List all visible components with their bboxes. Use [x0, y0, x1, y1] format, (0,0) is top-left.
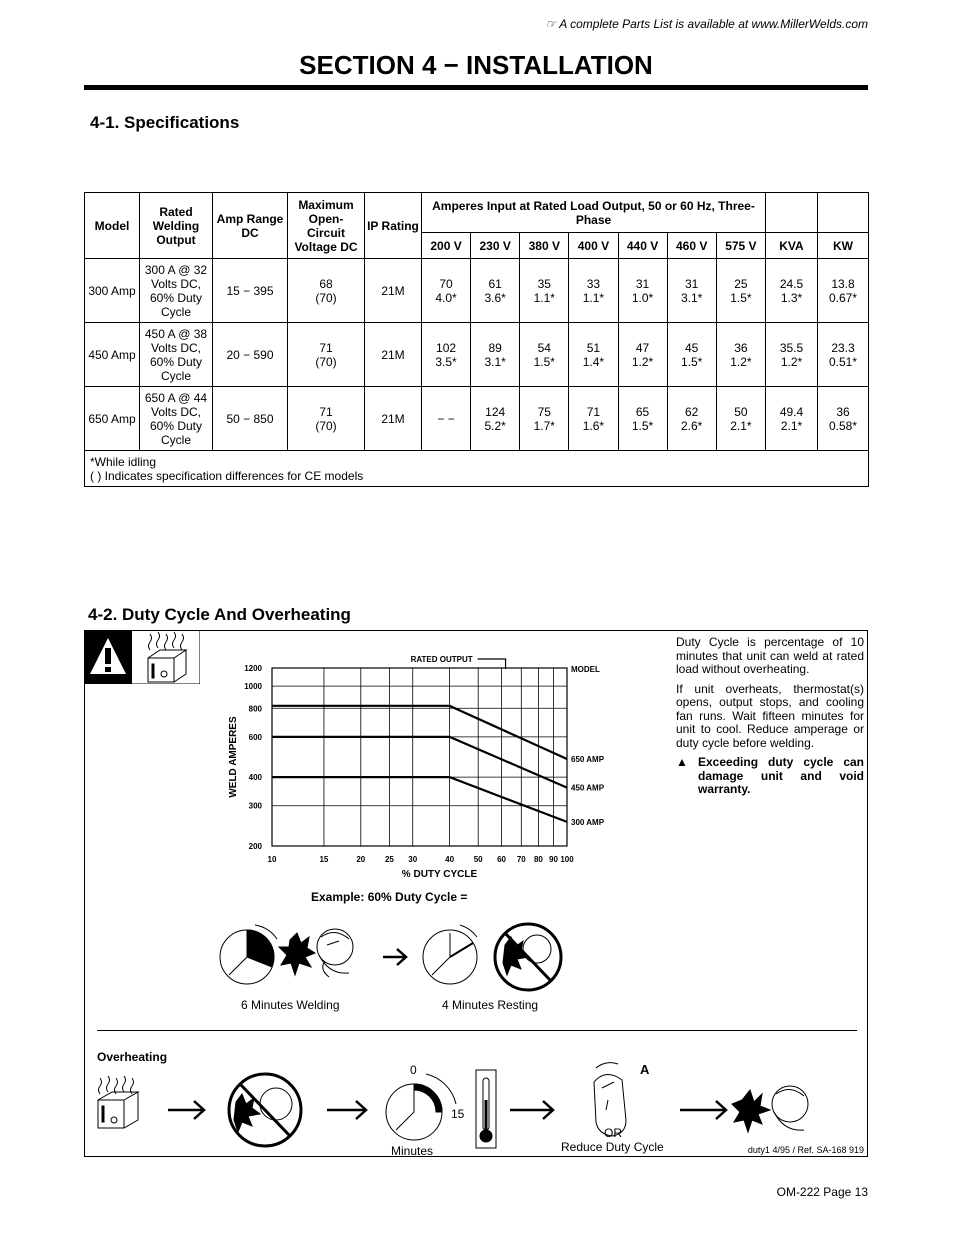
series-line-450-amp — [272, 737, 567, 788]
y-tick-label: 400 — [248, 773, 262, 783]
series-label: 300 AMP — [571, 817, 605, 827]
x-axis-label: % DUTY CYCLE — [401, 869, 478, 880]
th-volt: 380 V — [520, 233, 569, 259]
no-welding-icon — [495, 924, 561, 990]
cell-ip: 21M — [365, 323, 422, 387]
y-tick-label: 300 — [248, 801, 262, 811]
cell-input: 31 3.1* — [667, 259, 716, 323]
x-tick-label: 90 — [549, 855, 558, 864]
series-label: 650 AMP — [571, 755, 605, 765]
resting-caption: 4 Minutes Resting — [442, 998, 539, 1012]
arrow-right-icon — [680, 1101, 726, 1119]
cell-ip: 21M — [365, 259, 422, 323]
cell-input: 54 1.5* — [520, 323, 569, 387]
x-tick-label: 20 — [356, 855, 366, 864]
series-line-300-amp — [272, 777, 567, 822]
duty-warning: Exceeding duty cycle can damage unit and void warranty. — [698, 755, 864, 796]
cell-kva: 49.4 2.1* — [766, 387, 818, 451]
minutes-caption: Minutes — [391, 1144, 434, 1158]
x-tick-label: 60 — [497, 855, 507, 864]
cell-input: 36 1.2* — [716, 323, 765, 387]
thermometer-icon — [476, 1070, 496, 1148]
x-tick-label: 100 — [560, 855, 574, 864]
cell-rated: 650 A @ 44 Volts DC, 60% Duty Cycle — [140, 387, 213, 451]
duty-heading: 4-2. Duty Cycle And Overheating — [88, 605, 351, 624]
th-rated: Rated Welding Output — [140, 193, 213, 259]
spec-table — [84, 192, 869, 487]
cell-rated: 450 A @ 38 Volts DC, 60% Duty Cycle — [140, 323, 213, 387]
cell-input: 102 3.5* — [422, 323, 471, 387]
cell-input: 70 4.0* — [422, 259, 471, 323]
figure-reference: duty1 4/95 / Ref. SA-168 919 — [747, 1145, 864, 1155]
cell-input: 35 1.1* — [520, 259, 569, 323]
arrow-right-icon — [510, 1101, 553, 1119]
page-number: OM-222 Page 13 — [776, 1185, 868, 1199]
overheating-graphic — [90, 1060, 830, 1150]
cell-range: 50 − 850 — [213, 387, 288, 451]
cell-kw: 13.8 0.67* — [818, 259, 869, 323]
th-volt: 575 V — [716, 233, 765, 259]
section-rule — [84, 85, 868, 90]
or-caption: OR — [604, 1126, 622, 1140]
legend-title: MODEL — [571, 665, 600, 674]
cell-input: 124 5.2* — [471, 387, 520, 451]
welder-icon — [732, 1086, 808, 1132]
cell-input: 25 1.5* — [716, 259, 765, 323]
duty-text-1: Duty Cycle is percentage of 10 minutes that unit can weld at rated load without overheating. — [676, 635, 864, 676]
divider — [97, 1030, 857, 1031]
cell-input: 61 3.6* — [471, 259, 520, 323]
spec-footnotes — [85, 451, 869, 487]
example-graphic — [215, 915, 575, 995]
cell-input: 62 2.6* — [667, 387, 716, 451]
cell-range: 20 − 590 — [213, 323, 288, 387]
y-axis-label: WELD AMPERES — [228, 716, 239, 798]
spec-heading: 4-1. Specifications — [90, 113, 240, 132]
reduce-caption: Reduce Duty Cycle — [561, 1140, 664, 1154]
y-tick-label: 1000 — [244, 682, 262, 692]
arrow-right-icon — [383, 949, 406, 965]
hot-unit-icon — [148, 632, 186, 682]
label-a: A — [640, 1062, 650, 1077]
cell-ocv: 71 (70) — [288, 323, 365, 387]
cell-model: 450 Amp — [85, 323, 140, 387]
cell-input: 45 1.5* — [667, 323, 716, 387]
cell-input: 33 1.1* — [569, 259, 618, 323]
th-volt: 200 V — [422, 233, 471, 259]
table-row — [85, 323, 869, 387]
chart-frame — [272, 668, 567, 846]
th-blank — [818, 193, 869, 233]
series-line-650-amp — [272, 706, 567, 759]
cell-ocv: 68 (70) — [288, 259, 365, 323]
cell-input: 31 1.0* — [618, 259, 667, 323]
x-tick-label: 30 — [408, 855, 418, 864]
th-volt: 400 V — [569, 233, 618, 259]
th-volt: 230 V — [471, 233, 520, 259]
duty-description — [676, 636, 864, 797]
cell-input: 50 2.1* — [716, 387, 765, 451]
example-label: Example: 60% Duty Cycle = — [311, 890, 468, 904]
y-tick-label: 600 — [248, 732, 262, 742]
hot-unit-icon — [98, 1076, 138, 1128]
cell-rated: 300 A @ 32 Volts DC, 60% Duty Cycle — [140, 259, 213, 323]
cell-input: 47 1.2* — [618, 323, 667, 387]
x-tick-label: 80 — [533, 855, 543, 864]
x-tick-label: 10 — [267, 855, 277, 864]
cell-kw: 36 0.58* — [818, 387, 869, 451]
th-amps-input: Amperes Input at Rated Load Output, 50 or 60 Hz, Three-Phase — [422, 193, 766, 233]
y-tick-label: 200 — [248, 842, 262, 851]
cell-input: 89 3.1* — [471, 323, 520, 387]
cell-input: − − — [422, 387, 471, 451]
th-kva: KVA — [766, 233, 818, 259]
clock-fifteen-label: 15 — [451, 1107, 465, 1121]
cell-kva: 24.5 1.3* — [766, 259, 818, 323]
cell-range: 15 − 395 — [213, 259, 288, 323]
table-row — [85, 387, 869, 451]
th-ip: IP Rating — [365, 193, 422, 259]
warning-bullet-icon: ▲ — [676, 755, 688, 769]
chart-title: RATED OUTPUT — [410, 655, 473, 664]
cell-ocv: 71 (70) — [288, 387, 365, 451]
parts-list-note — [530, 17, 868, 31]
cell-kva: 35.5 1.2* — [766, 323, 818, 387]
y-tick-label: 1200 — [244, 664, 262, 673]
warning-graphic — [84, 630, 200, 684]
arrow-right-icon — [327, 1101, 366, 1119]
overheating-label: Overheating — [97, 1050, 168, 1064]
th-model: Model — [85, 193, 140, 259]
th-volt: 440 V — [618, 233, 667, 259]
cell-input: 51 1.4* — [569, 323, 618, 387]
duty-cycle-chart — [222, 650, 632, 885]
cell-input: 71 1.6* — [569, 387, 618, 451]
cell-model: 300 Amp — [85, 259, 140, 323]
x-tick-label: 70 — [516, 855, 526, 864]
pointing-hand-icon: ☞ — [545, 17, 557, 31]
cell-model: 650 Amp — [85, 387, 140, 451]
welder-icon — [279, 929, 353, 977]
cell-kw: 23.3 0.51* — [818, 323, 869, 387]
parts-list-text: A complete Parts List is available at www.MillerWelds.com — [559, 17, 868, 31]
x-tick-label: 50 — [473, 855, 483, 864]
clock-15min-icon — [386, 1074, 456, 1140]
y-tick-label: 800 — [248, 704, 262, 714]
th-max-ocv: Maximum Open-Circuit Voltage DC — [288, 193, 365, 259]
clock-6min-icon — [220, 925, 277, 984]
section-title: SECTION 4 − INSTALLATION — [299, 50, 653, 80]
clock-4min-icon — [423, 925, 477, 984]
cell-input: 65 1.5* — [618, 387, 667, 451]
footnote: *While idling — [90, 454, 157, 469]
cell-ip: 21M — [365, 387, 422, 451]
table-row — [85, 259, 869, 323]
x-tick-label: 40 — [445, 855, 455, 864]
x-tick-label: 25 — [384, 855, 394, 864]
clock-zero-label: 0 — [410, 1063, 417, 1077]
arrow-right-icon — [168, 1101, 204, 1119]
welding-caption: 6 Minutes Welding — [241, 998, 340, 1012]
no-welding-icon — [229, 1074, 301, 1146]
th-blank — [766, 193, 818, 233]
series-label: 450 AMP — [571, 783, 605, 793]
th-kw: KW — [818, 233, 869, 259]
x-tick-label: 15 — [319, 855, 329, 864]
footnote: ( ) Indicates specification differences for CE models — [90, 468, 364, 483]
control-knob-icon — [594, 1063, 626, 1136]
th-amp-range: Amp Range DC — [213, 193, 288, 259]
cell-input: 75 1.7* — [520, 387, 569, 451]
th-volt: 460 V — [667, 233, 716, 259]
duty-text-2: If unit overheats, thermostat(s) opens, output stops, and cooling fan runs. Wait fifteen minutes for unit to cool. Reduce amperage or duty cycle before welding. — [676, 681, 864, 750]
